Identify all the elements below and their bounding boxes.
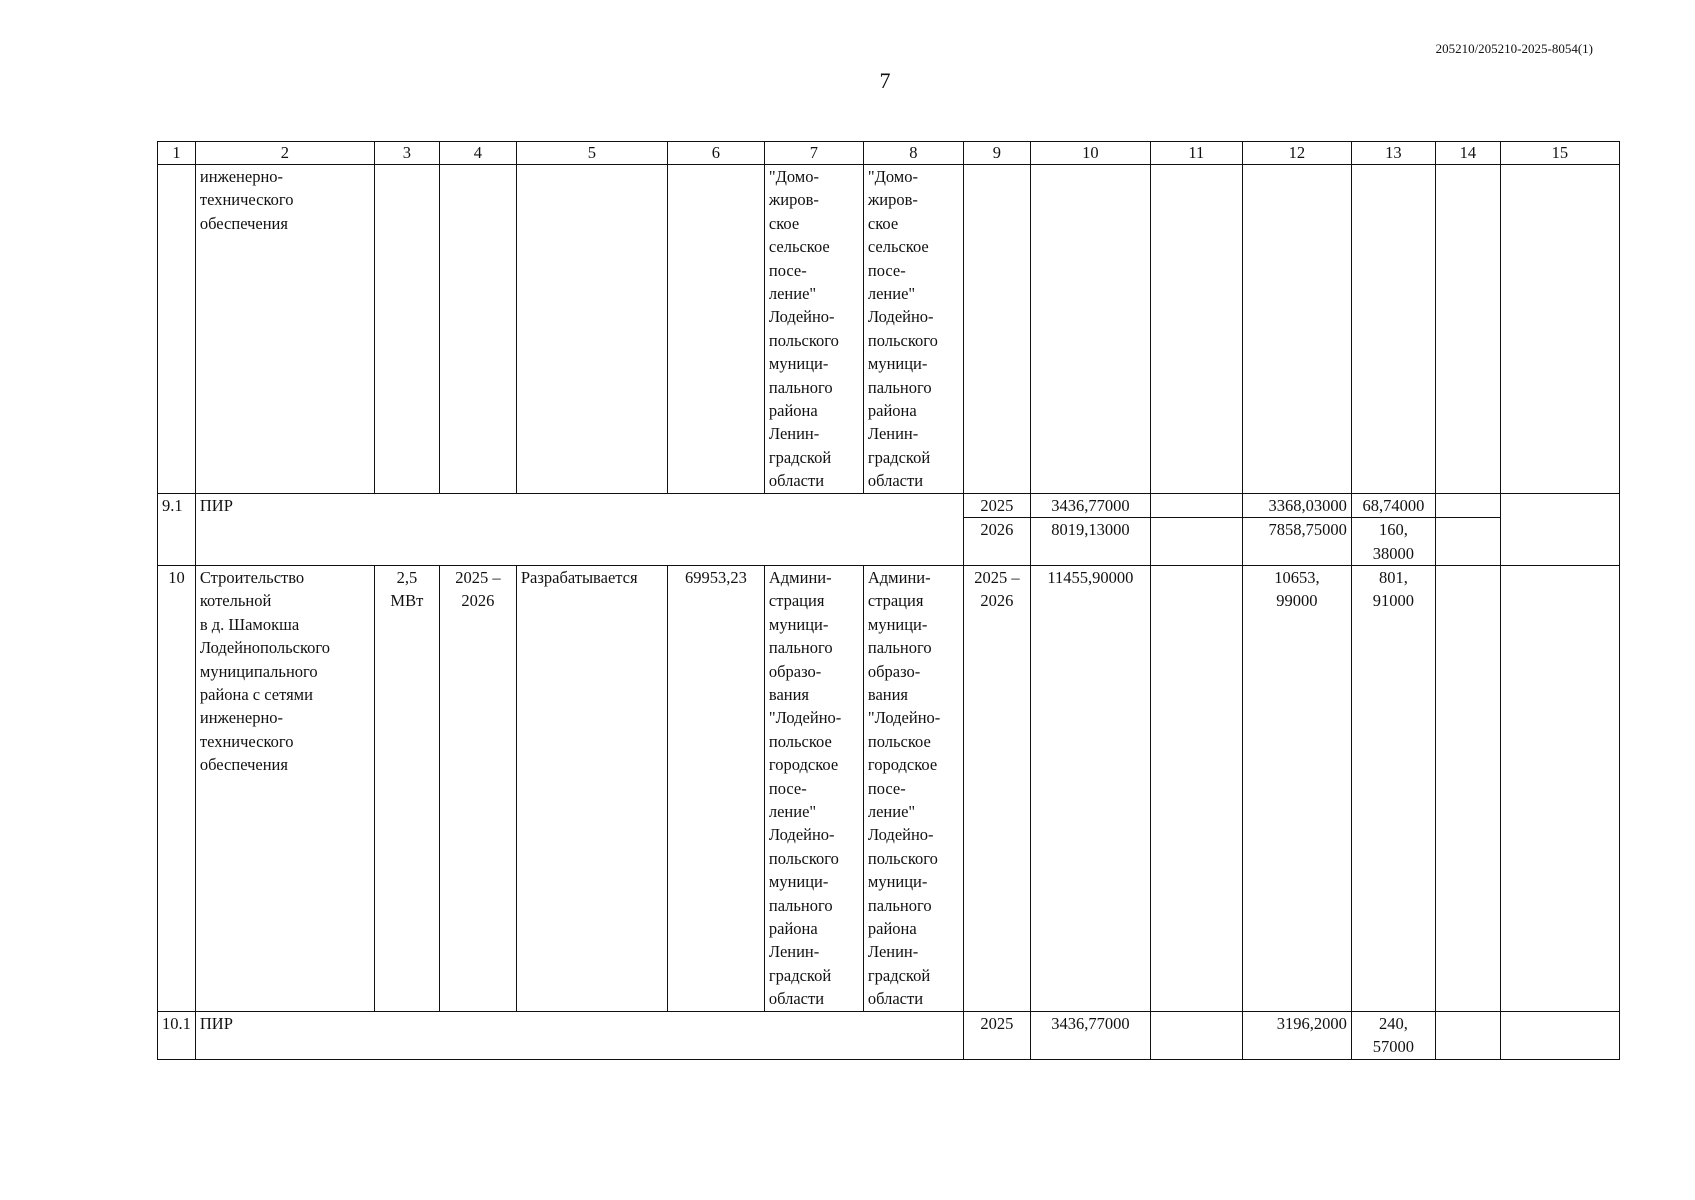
table-cell — [439, 165, 516, 494]
header-cell: 15 — [1500, 142, 1619, 165]
header-cell: 6 — [667, 142, 764, 165]
total-cell: 11455,90000 — [1030, 565, 1150, 1011]
table-row-9-1-year1 — [158, 493, 1620, 517]
header-cell: 14 — [1435, 142, 1500, 165]
header-cell: 1 — [158, 142, 196, 165]
row-number-cell — [158, 165, 196, 494]
customer-cell: Админи- страция муници- пального образо- вания "Лодейно- польское городское посе- ление" Лодейно- польского муници- пального района Ленин- градской области — [764, 565, 863, 1011]
table-cell — [1242, 165, 1351, 494]
table-cell — [374, 165, 439, 494]
object-name-cell: Строительство котельной в д. Шамокша Лодейнопольского муниципального района с сетями инженерно- технического обеспечения — [195, 565, 374, 1011]
table-row-10-1 — [158, 1011, 1620, 1059]
header-cell: 5 — [516, 142, 667, 165]
document-id: 205210/205210-2025-8054(1) — [1435, 41, 1593, 56]
table-cell — [516, 165, 667, 494]
header-cell: 11 — [1150, 142, 1242, 165]
page-number: 7 — [879, 68, 891, 93]
amount-cell: 801, 91000 — [1351, 565, 1435, 1011]
period-cell: 2025 – 2026 — [439, 565, 516, 1011]
year-cell: 2026 — [963, 518, 1030, 566]
header-cell: 8 — [863, 142, 963, 165]
total-cell: 3436,77000 — [1030, 1011, 1150, 1059]
table-cell — [1150, 493, 1242, 517]
table-cell — [1030, 165, 1150, 494]
years-cell: 2025 – 2026 — [963, 565, 1030, 1011]
header-cell: 10 — [1030, 142, 1150, 165]
row-number-cell: 10.1 — [158, 1011, 196, 1059]
amount-cell: 3196,2000 — [1242, 1011, 1351, 1059]
header-cell: 9 — [963, 142, 1030, 165]
table-row-10 — [158, 565, 1620, 1011]
table-row-continued — [158, 165, 1620, 494]
header-cell: 12 — [1242, 142, 1351, 165]
amount-cell: 7858,75000 — [1242, 518, 1351, 566]
amount-cell: 240, 57000 — [1351, 1011, 1435, 1059]
table-cell — [1150, 565, 1242, 1011]
table-cell — [1435, 493, 1500, 517]
header-cell: 13 — [1351, 142, 1435, 165]
table-cell — [1435, 518, 1500, 566]
amount-cell: 3368,03000 — [1242, 493, 1351, 517]
cost-cell: 69953,23 — [667, 565, 764, 1011]
table-cell — [1435, 565, 1500, 1011]
table-cell — [1500, 565, 1619, 1011]
header-cell: 4 — [439, 142, 516, 165]
amount-cell: 10653, 99000 — [1242, 565, 1351, 1011]
object-name-cell: ПИР — [195, 1011, 963, 1059]
row-number-cell: 9.1 — [158, 493, 196, 565]
table-cell — [1500, 493, 1619, 565]
table-cell — [1500, 1011, 1619, 1059]
table-cell — [1150, 165, 1242, 494]
object-name-cell: инженерно- технического обеспечения — [195, 165, 374, 494]
amount-cell: 68,74000 — [1351, 493, 1435, 517]
table-cell — [963, 165, 1030, 494]
contractor-cell: "Домо- жиров- ское сельское посе- ление" Лодейно- польского муници- пального района Ленин- градской области — [863, 165, 963, 494]
total-cell: 3436,77000 — [1030, 493, 1150, 517]
row-number-cell: 10 — [158, 565, 196, 1011]
projects-table — [157, 141, 1620, 1060]
year-cell: 2025 — [963, 1011, 1030, 1059]
amount-cell: 160, 38000 — [1351, 518, 1435, 566]
object-name-cell: ПИР — [195, 493, 963, 565]
column-number-row — [158, 142, 1620, 165]
power-cell: 2,5 МВт — [374, 565, 439, 1011]
header-cell: 2 — [195, 142, 374, 165]
header-cell: 3 — [374, 142, 439, 165]
table-cell — [667, 165, 764, 494]
table-cell — [1150, 1011, 1242, 1059]
table-cell — [1500, 165, 1619, 494]
table-cell — [1435, 1011, 1500, 1059]
table-cell — [1150, 518, 1242, 566]
contractor-cell: Админи- страция муници- пального образо- вания "Лодейно- польское городское посе- ление" Лодейно- польского муници- пального района Ленин- градской области — [863, 565, 963, 1011]
header-cell: 7 — [764, 142, 863, 165]
year-cell: 2025 — [963, 493, 1030, 517]
table-cell — [1351, 165, 1435, 494]
table-cell — [1435, 165, 1500, 494]
customer-cell: "Домо- жиров- ское сельское посе- ление" Лодейно- польского муници- пального района Ленин- градской области — [764, 165, 863, 494]
total-cell: 8019,13000 — [1030, 518, 1150, 566]
status-cell: Разрабатывается — [516, 565, 667, 1011]
